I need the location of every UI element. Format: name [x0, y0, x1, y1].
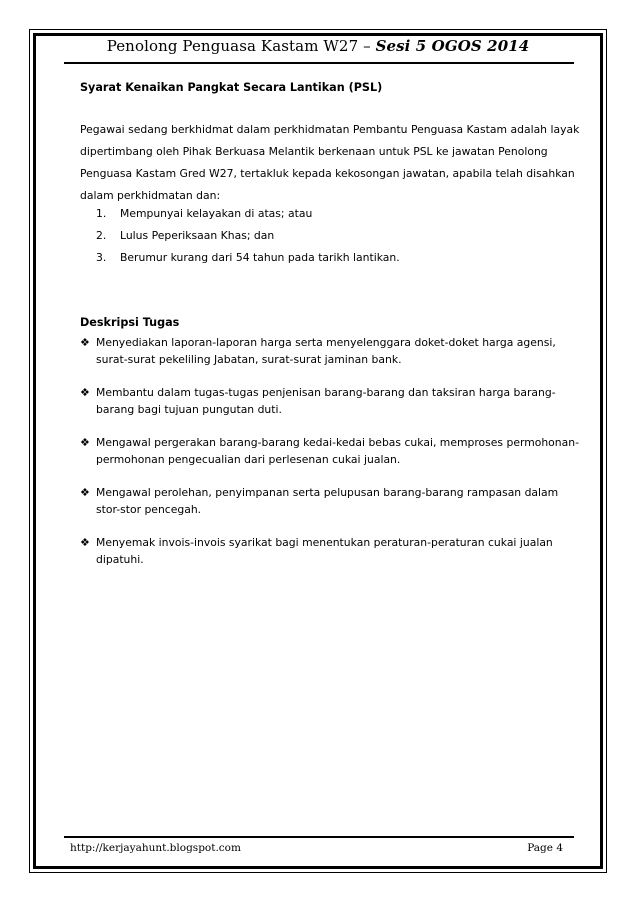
diamond-bullet-icon: ❖ [80, 436, 90, 449]
paragraph-line: Pegawai sedang berkhidmat dalam perkhidmatan Pembantu Penguasa Kastam adalah layak [80, 123, 580, 136]
task-line: dipatuhi. [96, 553, 144, 566]
condition-text: Mempunyai kelayakan di atas; atau [120, 207, 313, 220]
diamond-bullet-icon: ❖ [80, 336, 90, 349]
diamond-bullet-icon: ❖ [80, 386, 90, 399]
task-line: stor-stor pencegah. [96, 503, 202, 516]
task-line: Mengawal pergerakan barang-barang kedai-kedai bebas cukai, memproses permohonan- [96, 436, 579, 449]
paragraph-line: Penguasa Kastam Gred W27, tertakluk kepada kekosongan jawatan, apabila telah disahkan [80, 167, 575, 180]
header-title: Penolong Penguasa Kastam W27 – [106, 37, 376, 55]
psl-heading: Syarat Kenaikan Pangkat Secara Lantikan (PSL) [80, 81, 383, 94]
condition-number: 1. [96, 207, 107, 220]
condition-item [96, 229, 274, 242]
condition-number: 2. [96, 229, 107, 242]
condition-text: Berumur kurang dari 54 tahun pada tarikh lantikan. [120, 251, 400, 264]
paragraph-line: dipertimbang oleh Pihak Berkuasa Melantik berkenaan untuk PSL ke jawatan Penolong [80, 145, 548, 158]
task-line: Menyediakan laporan-laporan harga serta menyelenggara doket-doket harga agensi, [96, 336, 556, 349]
task-line: barang bagi tujuan pungutan duti. [96, 403, 282, 416]
diamond-bullet-icon: ❖ [80, 536, 90, 549]
paragraph-line: dalam perkhidmatan dan: [80, 189, 221, 202]
task-line: Mengawal perolehan, penyimpanan serta pelupusan barang-barang rampasan dalam [96, 486, 559, 499]
task-line: Membantu dalam tugas-tugas penjenisan barang-barang dan taksiran harga barang- [96, 386, 556, 399]
header-session: Sesi 5 OGOS 2014 [375, 37, 530, 55]
footer-rule [64, 836, 574, 838]
footer-url-link[interactable]: http://kerjayahunt.blogspot.com [70, 842, 241, 854]
tasks-heading: Deskripsi Tugas [80, 316, 180, 329]
condition-item [96, 251, 400, 264]
condition-text: Lulus Peperiksaan Khas; dan [120, 229, 275, 242]
task-line: permohonan pengecualian dari perlesenan cukai jualan. [96, 453, 401, 466]
task-line: surat-surat pekeliling Jabatan, surat-surat jaminan bank. [96, 353, 402, 366]
condition-item [96, 207, 312, 220]
page-header [40, 37, 596, 55]
psl-paragraph [80, 119, 580, 207]
page-number: Page 4 [527, 842, 563, 854]
task-line: Menyemak invois-invois syarikat bagi menentukan peraturan-peraturan cukai jualan [96, 536, 553, 549]
diamond-bullet-icon: ❖ [80, 486, 90, 499]
header-rule [64, 62, 574, 64]
condition-number: 3. [96, 251, 107, 264]
